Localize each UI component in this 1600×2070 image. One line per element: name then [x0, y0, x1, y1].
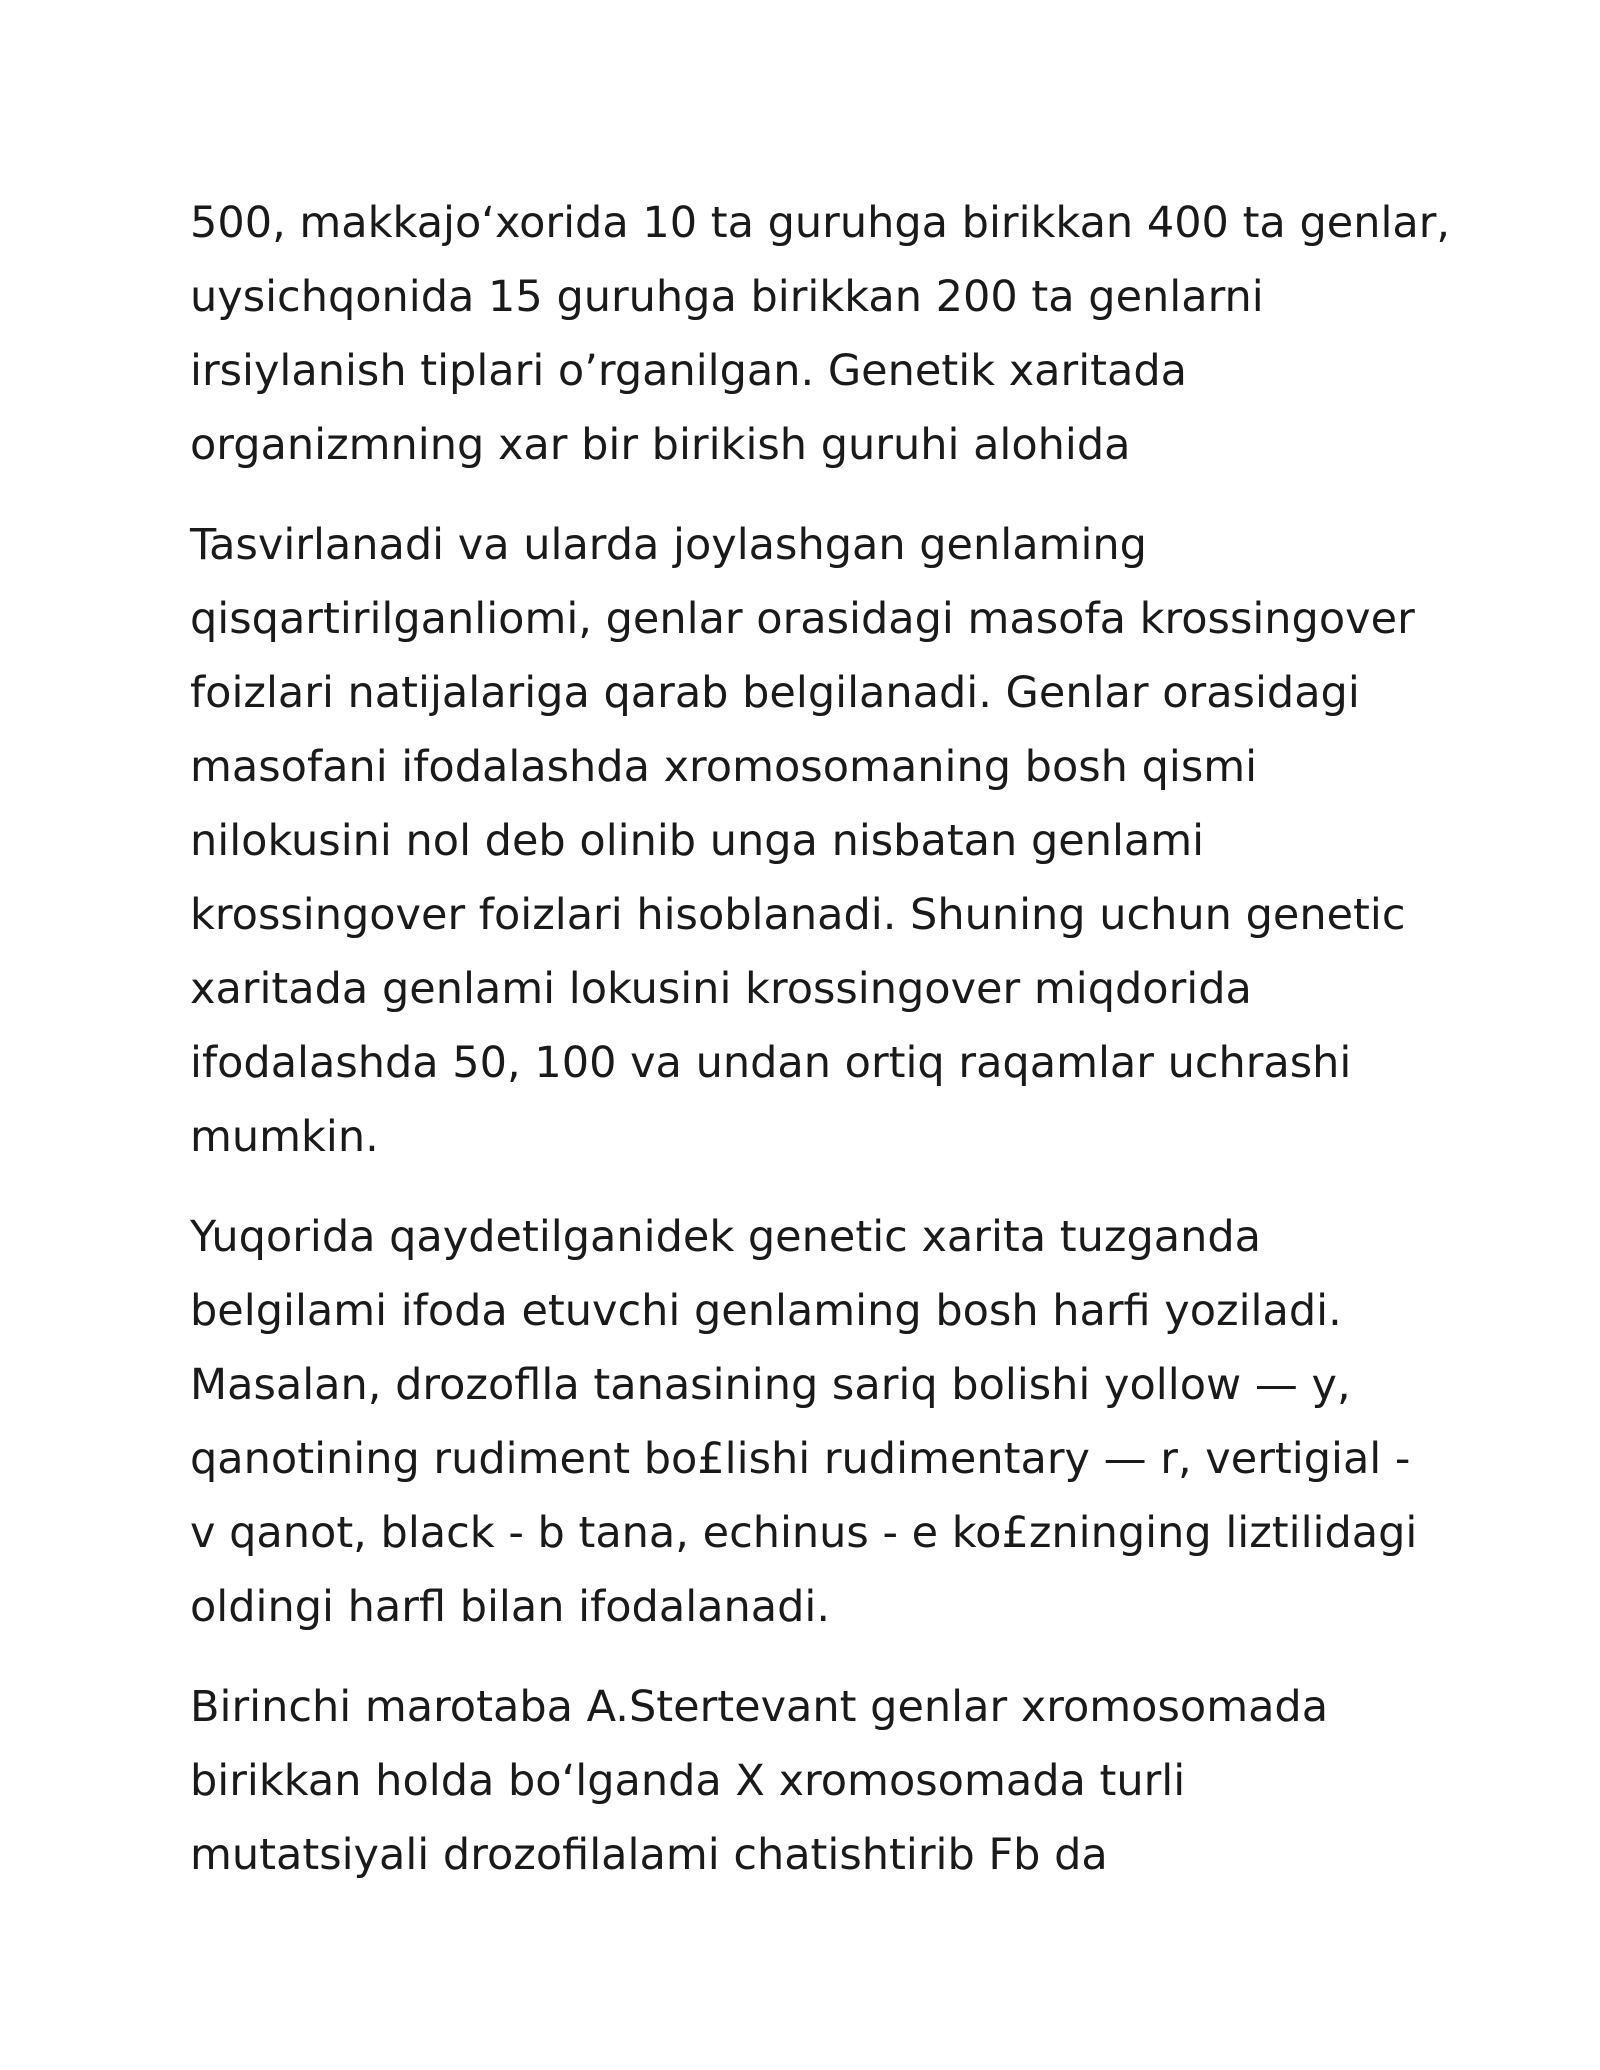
- text-line: Birinchi marotaba A.Stertevant genlar xromosomada: [190, 1682, 1329, 1732]
- text-line: uysichqonida 15 guruhga birikkan 200 ta genlarni: [190, 272, 1264, 322]
- text-line: masofani ifodalashda xromosomaning bosh qismi: [190, 742, 1258, 792]
- paragraph-2: [190, 508, 1450, 1174]
- text-line: mumkin.: [190, 1112, 379, 1162]
- paragraph-3: [190, 1200, 1450, 1644]
- text-line: Yuqorida qaydetilganidek genetic xarita tuzganda: [190, 1212, 1261, 1262]
- text-line: xaritada genlami lokusini krossingover miqdorida: [190, 964, 1252, 1014]
- text-line: irsiylanish tiplari o’rganilgan. Genetik xaritada: [190, 346, 1187, 396]
- document-body: [190, 186, 1450, 1918]
- paragraph-4: [190, 1670, 1450, 1892]
- text-line: Masalan, drozoflla tanasining sariq bolishi yollow — y,: [190, 1360, 1351, 1410]
- text-line: qisqartirilganliomi, genlar orasidagi masofa krossingover: [190, 594, 1415, 644]
- text-line: 500, makkajo‘xorida 10 ta guruhga birikkan 400 ta genlar,: [190, 198, 1451, 248]
- text-line: organizmning xar bir birikish guruhi alohida: [190, 420, 1131, 470]
- text-line: qanotining rudiment bo£lishi rudimentary — r, vertigial -: [190, 1434, 1411, 1484]
- text-line: belgilami ifoda etuvchi genlaming bosh harfi yoziladi.: [190, 1286, 1342, 1336]
- text-line: Tasvirlanadi va ularda joylashgan genlaming: [190, 520, 1147, 570]
- text-line: oldingi harfl bilan ifodalanadi.: [190, 1582, 831, 1632]
- text-line: foizlari natijalariga qarab belgilanadi. Genlar orasidagi: [190, 668, 1360, 718]
- text-line: v qanot, black - b tana, echinus - e ko£zninging liztilidagi: [190, 1508, 1418, 1558]
- paragraph-1: [190, 186, 1450, 482]
- text-line: ifodalashda 50, 100 va undan ortiq raqamlar uchrashi: [190, 1038, 1352, 1088]
- text-line: krossingover foizlari hisoblanadi. Shuning uchun genetic: [190, 890, 1406, 940]
- text-line: mutatsiyali drozofilalami chatishtirib Fb da: [190, 1830, 1108, 1880]
- text-line: birikkan holda bo‘lganda X xromosomada turli: [190, 1756, 1186, 1806]
- text-line: nilokusini nol deb olinib unga nisbatan genlami: [190, 816, 1205, 866]
